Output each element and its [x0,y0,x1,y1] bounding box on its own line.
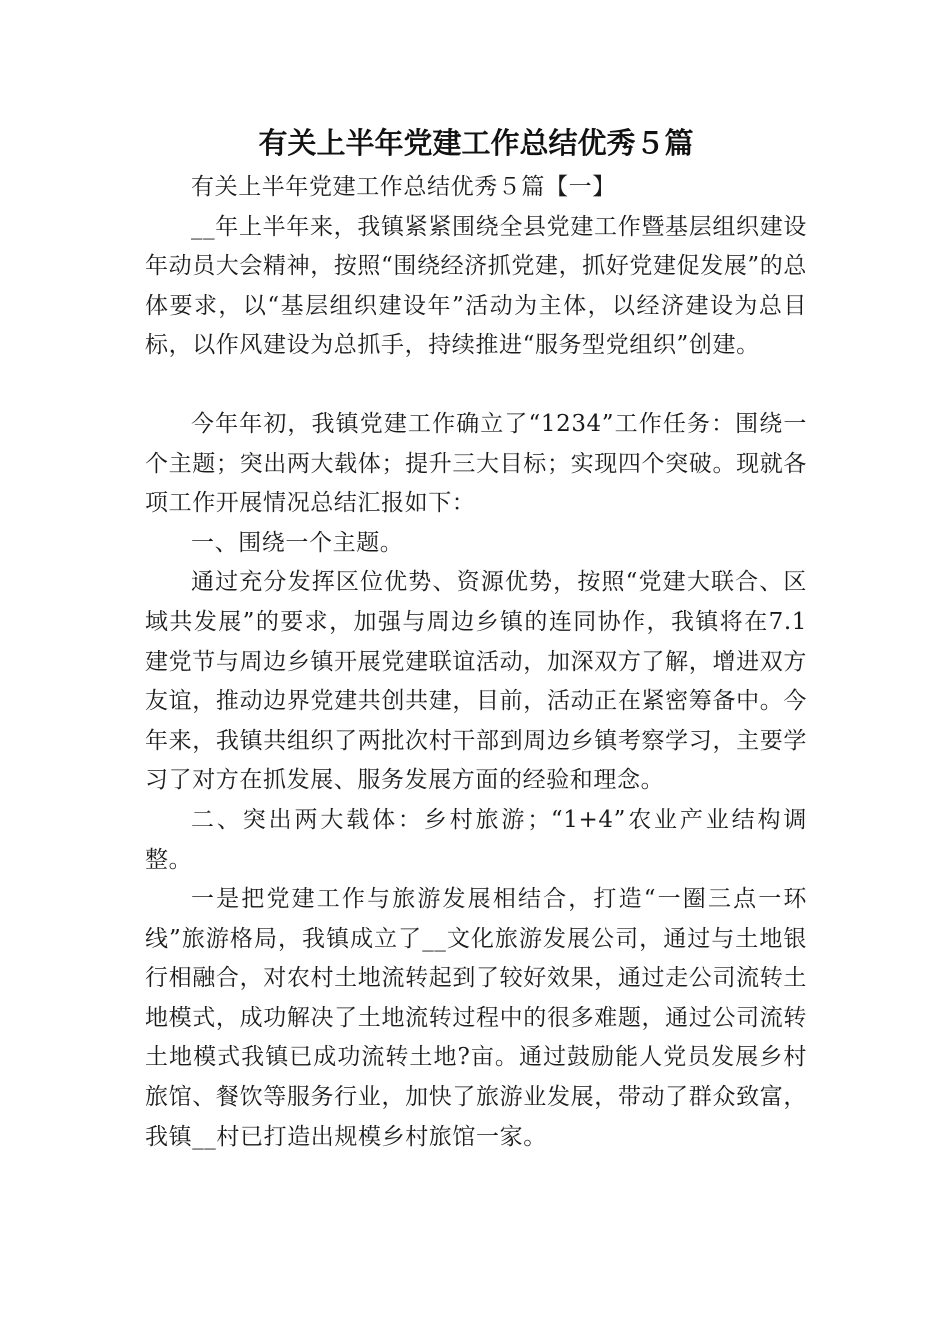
heading-two-carriers: 二、突出两大载体：乡村旅游；“1+4”农业产业结构调整。 [145,806,807,873]
paragraph-spacer [145,366,807,405]
document-body [145,118,807,1157]
heading-one-theme: 一、围绕一个主题。 [191,529,404,556]
paragraph-cooperation: 通过充分发挥区位优势、资源优势，按照“党建大联合、区域共发展”的要求，加强与周边乡镇的连同协作，我镇将在7.1建党节与周边乡镇开展党建联谊活动，加深双方了解，增进双方友谊，推动边界党建共创共建，目前，活动正在紧密筹备中。今年来，我镇共组织了两批次村干部到周边乡镇考察学习，主要学习了对方在抓发展、服务发展方面的经验和理念。 [145,569,807,794]
paragraph-tasks: 今年年初，我镇党建工作确立了“1234”工作任务：围绕一个主题；突出两大载体；提升三大目标；实现四个突破。现就各项工作开展情况总结汇报如下： [145,410,807,517]
document-title: 有关上半年党建工作总结优秀５篇 [258,126,694,160]
paragraph-tourism: 一是把党建工作与旅游发展相结合，打造“一圈三点一环线”旅游格局，我镇成立了__文化旅游发展公司，通过与土地银行相融合，对农村土地流转起到了较好效果，通过走公司流转土地模式，成功解决了土地流转过程中的很多难题，通过公司流转土地模式我镇已成功流转土地?亩。通过鼓励能人党员发展乡村旅馆、餐饮等服务行业，加快了旅游业发展，带动了群众致富，我镇__村已打造出规模乡村旅馆一家。 [145,886,807,1150]
paragraph-intro: __年上半年来，我镇紧紧围绕全县党建工作暨基层组织建设年动员大会精神，按照“围绕经济抓党建，抓好党建促发展”的总体要求，以“基层组织建设年”活动为主体，以经济建设为总目标，以作风建设为总抓手，持续推进“服务型党组织”创建。 [145,213,807,359]
section-heading: 有关上半年党建工作总结优秀５篇【一】 [191,174,616,200]
